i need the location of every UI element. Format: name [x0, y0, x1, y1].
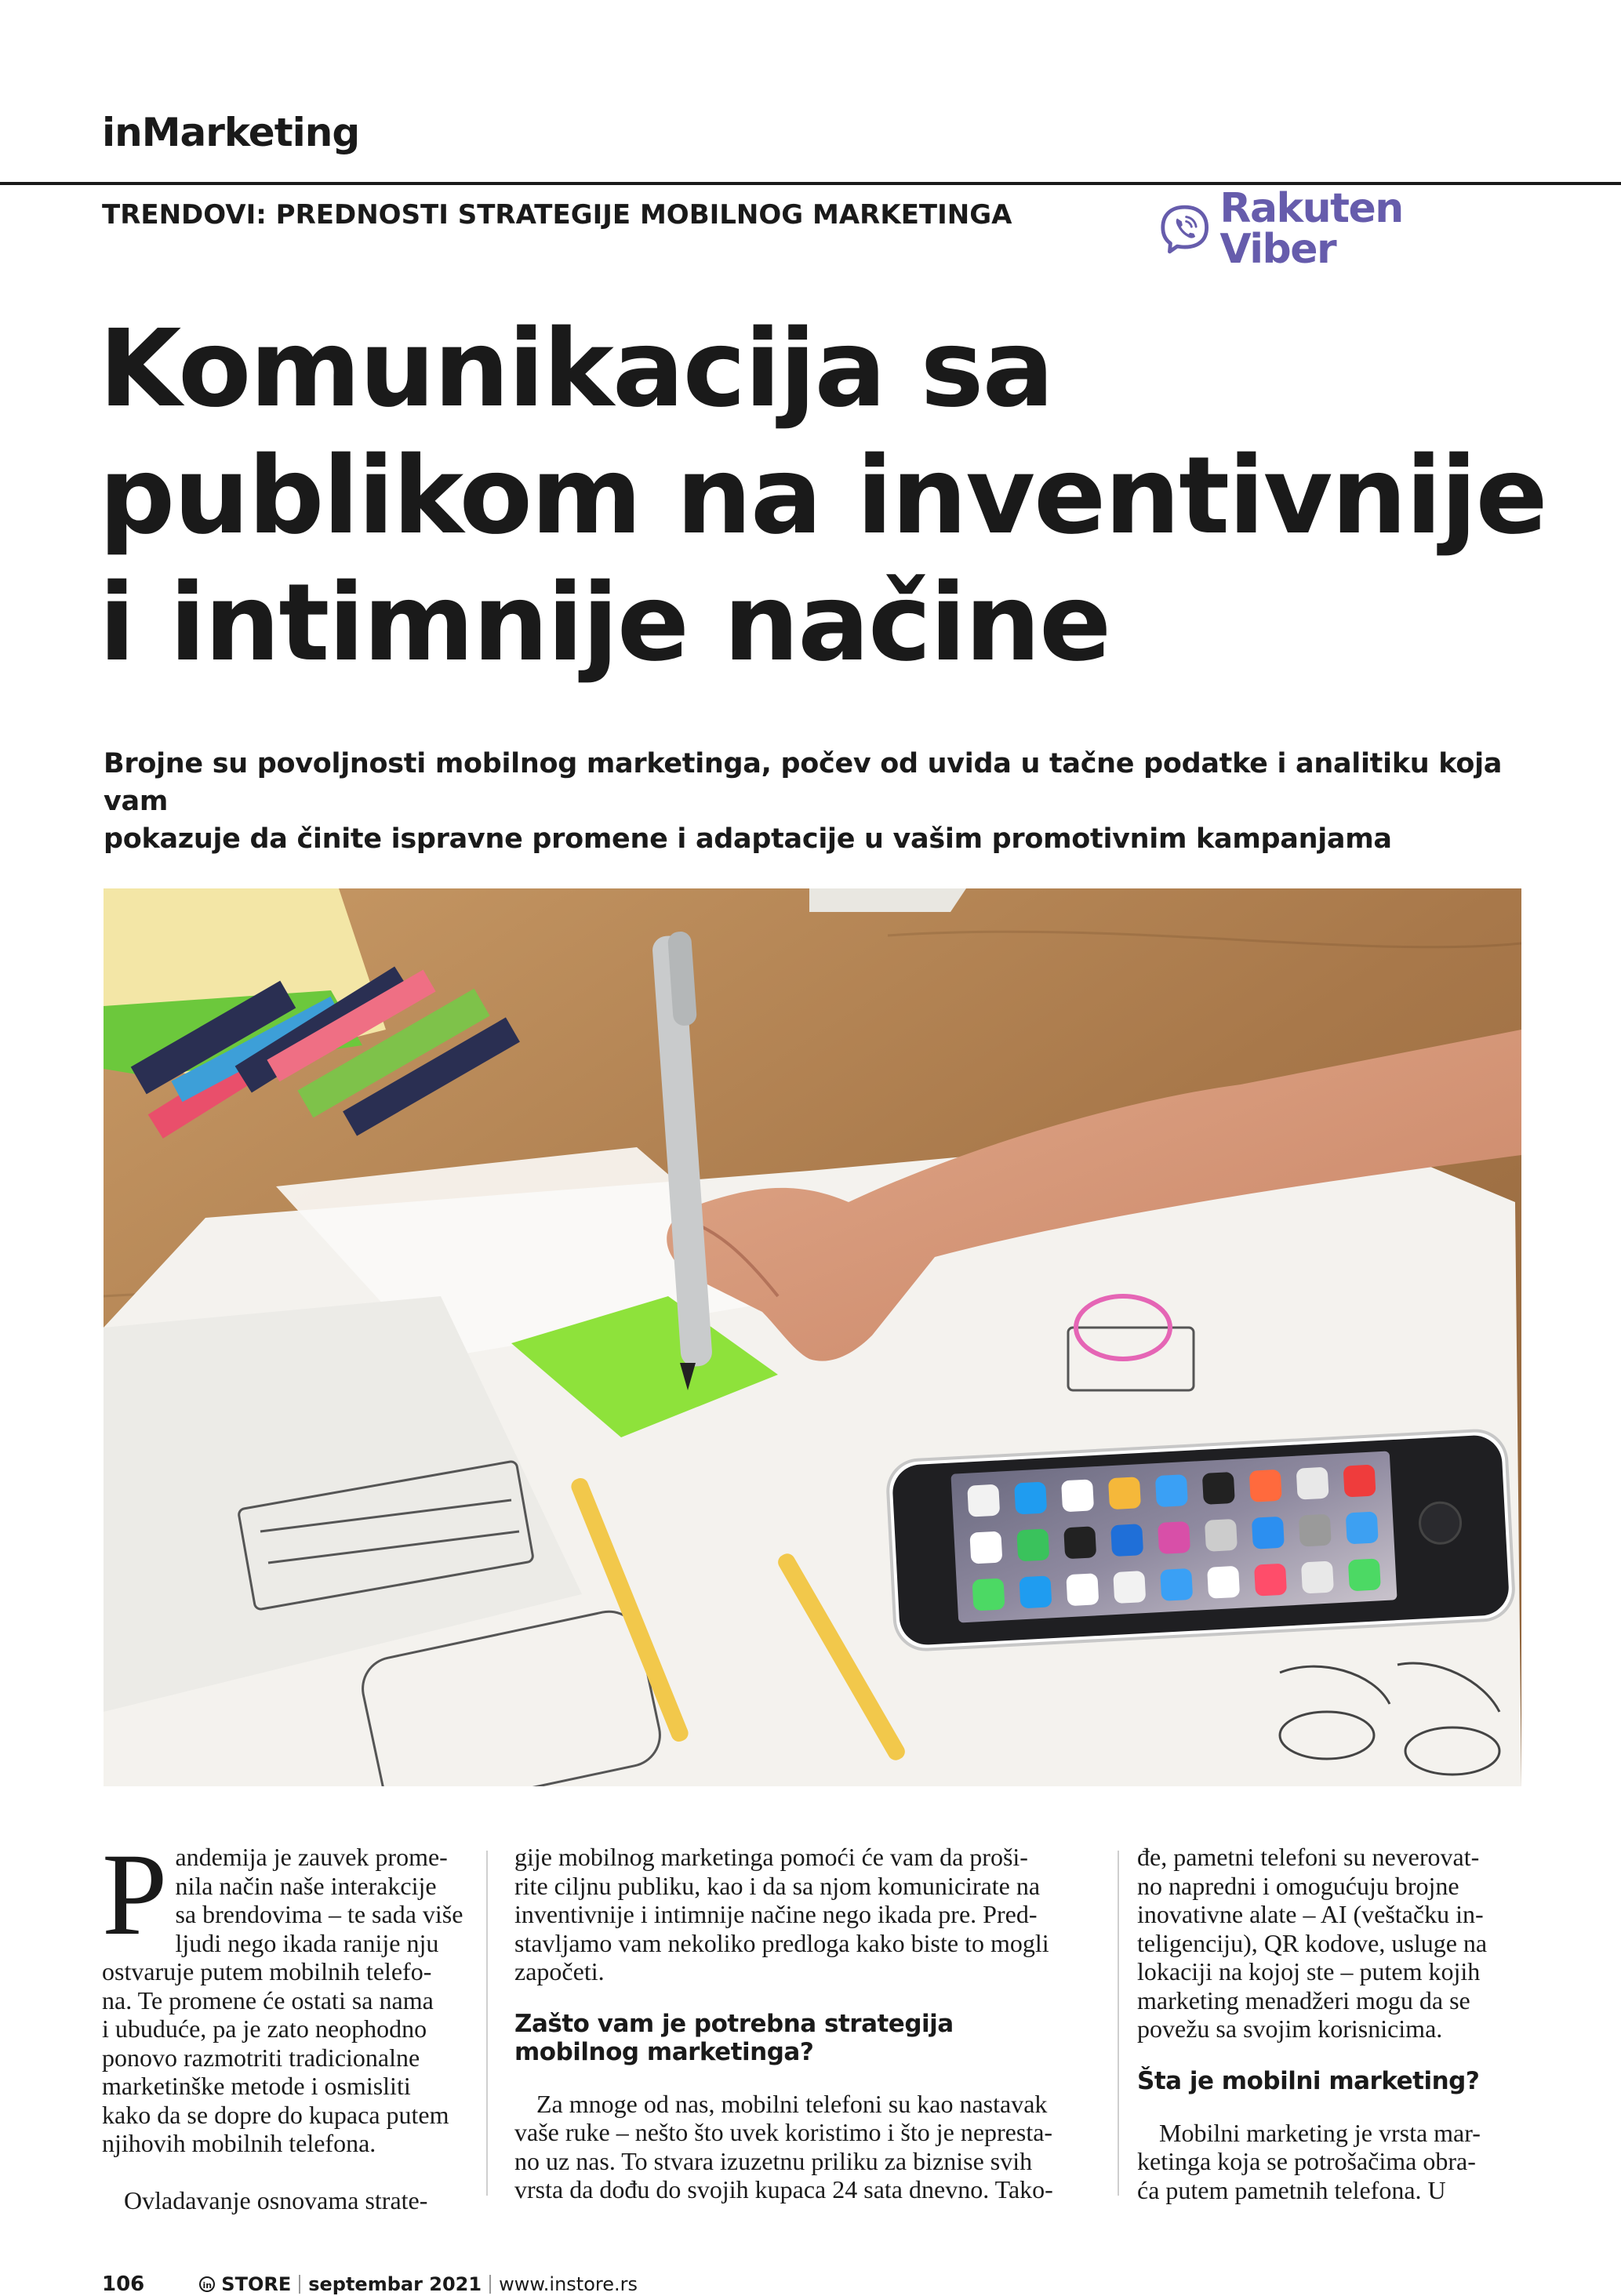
paragraph: [514, 1843, 1110, 1986]
lead-line: Brojne su povoljnosti mobilnog marketinga, počev od uvida u tačne podatke i analitiku koja vam: [104, 748, 1503, 817]
brand-name: STORE: [221, 2273, 292, 2295]
headline-line: Komunikacija sa: [99, 307, 1053, 431]
text-line: Za mnoge od nas, mobilni telefoni su kao nastavak: [536, 2089, 1048, 2118]
footer-divider: [299, 2275, 300, 2294]
rakuten-viber-logo: [1159, 185, 1520, 273]
text-line: i ubuduće, pa je zato neophodno: [102, 2014, 427, 2043]
text-line: lokaciji na kojoj ste – putem kojih: [1137, 1957, 1481, 1985]
column-divider: [1118, 1851, 1119, 2196]
issue-month: septembar 2021: [308, 2273, 482, 2295]
text-line: na. Te promene će ostati sa nama: [102, 1985, 434, 2014]
article-column-2: [514, 1843, 1110, 2204]
text-line: nila način naše interakcije: [175, 1871, 437, 1900]
text-line: Mobilni marketing je vrsta mar-: [1159, 2118, 1481, 2147]
text-line: ća putem pametnih telefona. U: [1137, 2175, 1446, 2204]
page-footer: [102, 2272, 638, 2296]
instore-logo-icon: in: [199, 2276, 215, 2292]
footer-divider: [489, 2275, 491, 2294]
section-label: inMarketing: [102, 110, 360, 155]
text-line: ostvaruje putem mobilnih telefo-: [102, 1957, 432, 1985]
app-icons: [967, 1465, 1381, 1611]
text-line: no napredni i omogućuju brojne: [1137, 1871, 1459, 1900]
paragraph: [1137, 2119, 1521, 2205]
logo-text: Rakuten Viber: [1219, 185, 1403, 273]
headline-line: publikom na inventivnije: [99, 434, 1546, 558]
article-column-1: [102, 1829, 478, 2214]
subheading-line: Zašto vam je potrebna strategija: [514, 2009, 954, 2038]
headline: [99, 306, 1557, 687]
text-line: sa brendovima – te sada više: [175, 1900, 463, 1928]
text-line: gije mobilnog marketinga pomoći će vam da proši-: [514, 1843, 1028, 1871]
text-line: no uz nas. To stvara izuzetnu priliku za biznise svih: [514, 2146, 1033, 2175]
drop-cap: P: [102, 1829, 168, 1960]
paragraph: [1137, 1843, 1521, 2044]
text-line: vaše ruke – nešto što uvek koristimo i što je nepresta-: [514, 2118, 1053, 2146]
article-column-3: [1137, 1843, 1521, 2204]
text-line: kako da se dopre do kupaca putem: [102, 2100, 449, 2129]
headline-line: i intimnije načine: [99, 561, 1110, 685]
page-number: 106: [102, 2272, 145, 2296]
text-line: njihovih mobilnih telefona.: [102, 2129, 376, 2157]
website-link[interactable]: www.instore.rs: [499, 2273, 638, 2295]
text-line: ljudi nego ikada ranije nju: [175, 1928, 439, 1957]
lead-paragraph: [104, 745, 1531, 858]
kicker: TRENDOVI: PREDNOSTI STRATEGIJE MOBILNOG MARKETINGA: [102, 199, 1012, 231]
text-line: marketing menadžeri mogu da se: [1137, 1985, 1470, 2014]
text-line: ketinga koja se potrošačima obra-: [1137, 2147, 1476, 2175]
article-photo: [104, 888, 1521, 1786]
lead-line: pokazuje da činite ispravne promene i adaptacije u vašim promotivnim kampanjama: [104, 823, 1392, 855]
text-line: andemija je zauvek prome-: [175, 1843, 448, 1871]
text-line: povežu sa svojim korisnicima.: [1137, 2014, 1443, 2043]
subheading-line: mobilnog marketinga?: [514, 2037, 814, 2066]
paragraph: [514, 2090, 1110, 2204]
text-line: započeti.: [514, 1957, 605, 1985]
subheading: Šta je mobilni marketing?: [1137, 2066, 1480, 2095]
column-divider: [486, 1851, 488, 2196]
text-line: vrsta da dođu do svojih kupaca 24 sata dnevno. Tako-: [514, 2175, 1053, 2203]
text-line: inventivnije i intimnije načine nego ikada pre. Pred-: [514, 1900, 1038, 1928]
text-line: teligenciju), QR kodove, usluge na: [1137, 1928, 1488, 1957]
text-line: stavljamo vam nekoliko predloga kako biste to mogli: [514, 1928, 1049, 1957]
text-line: marketinške metode i osmisliti: [102, 2072, 411, 2100]
paragraph: Ovladavanje osnovama strate-: [124, 2185, 428, 2214]
text-line: đe, pametni telefoni su neverovat-: [1137, 1843, 1480, 1871]
text-line: inovativne alate – AI (veštačku in-: [1137, 1900, 1484, 1928]
viber-phone-icon: [1159, 202, 1210, 256]
subheading: [514, 2010, 1110, 2066]
text-line: rite ciljnu publiku, kao i da sa njom komunicirate na: [514, 1871, 1041, 1900]
text-line: ponovo razmotriti tradicionalne: [102, 2043, 420, 2072]
